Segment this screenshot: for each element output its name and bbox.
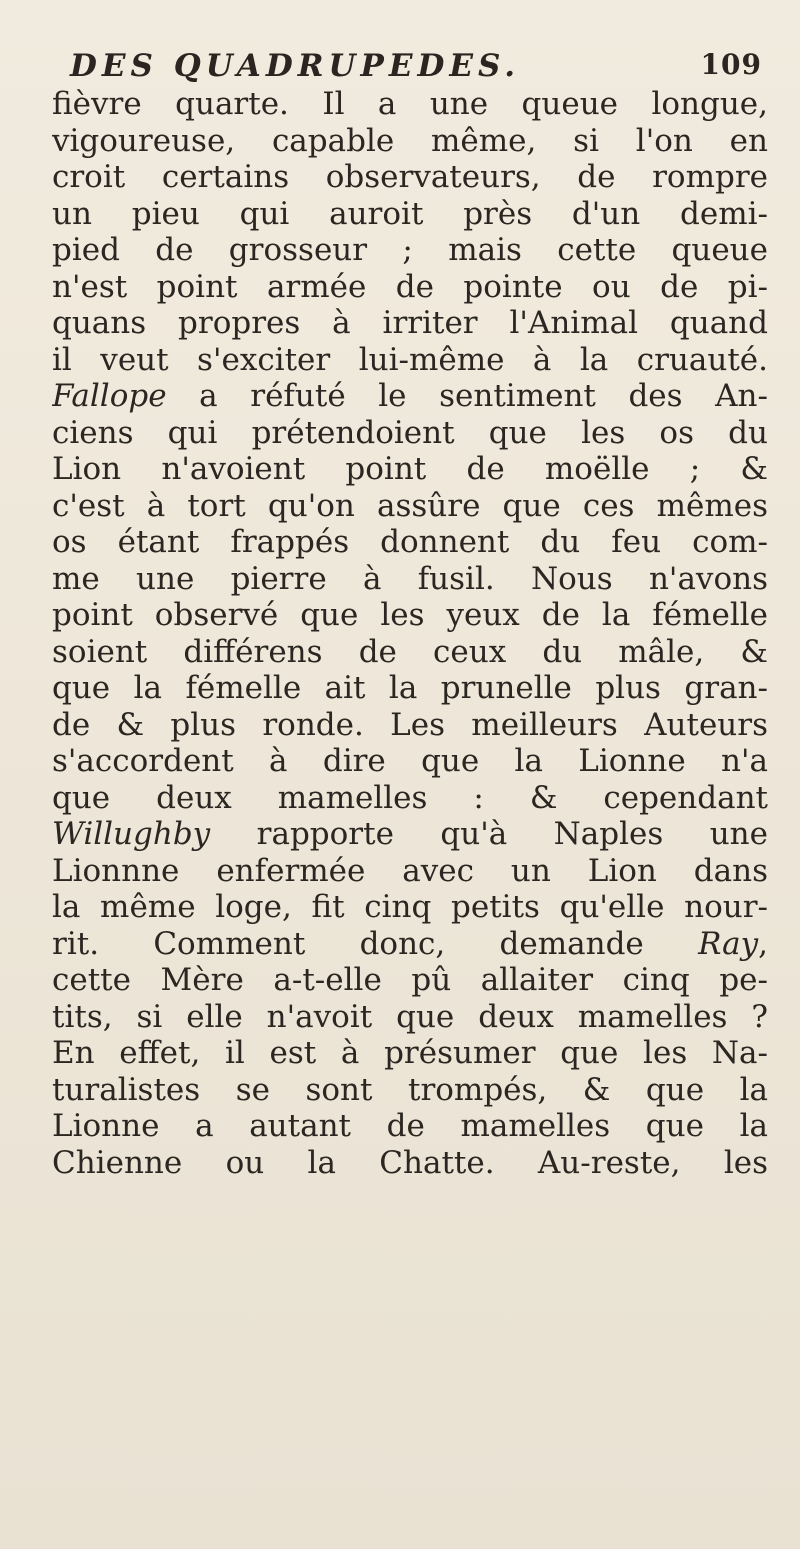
text-line bbox=[52, 707, 768, 744]
text-line bbox=[52, 1108, 768, 1145]
text-run: croit certains observateurs, de rompre bbox=[52, 159, 768, 195]
text-run: me une pierre à fusil. Nous n'avons bbox=[52, 560, 768, 597]
text-line bbox=[52, 816, 768, 853]
text-run: Chienne ou la Chatte. Au-reste, les bbox=[52, 1144, 768, 1181]
text-line bbox=[52, 524, 768, 561]
text-run: turalistes se sont trompés, & que la bbox=[52, 1071, 768, 1108]
text-run: un pieu qui auroit près d'un demi- bbox=[52, 195, 768, 232]
text-line bbox=[52, 780, 768, 817]
text-run: rit. Comment donc, demande bbox=[52, 925, 699, 962]
text-run: , bbox=[758, 925, 768, 962]
text-line bbox=[52, 597, 768, 634]
text-line bbox=[52, 1145, 768, 1182]
page-number: 109 bbox=[700, 48, 762, 81]
text-run: Lionne a autant de mamelles que la bbox=[52, 1108, 768, 1144]
text-run: quans propres à irriter l'Animal quand bbox=[52, 305, 768, 341]
text-line bbox=[52, 488, 768, 525]
text-run: cette Mère a-t-elle pû allaiter cinq pe- bbox=[52, 962, 768, 998]
text-run: c'est à tort qu'on assûre que ces mêmes bbox=[52, 487, 768, 524]
text-line bbox=[52, 269, 768, 306]
text-line bbox=[52, 634, 768, 671]
text-line bbox=[52, 670, 768, 707]
text-run: n'est point armée de pointe ou de pi- bbox=[52, 268, 768, 305]
text-line bbox=[52, 853, 768, 890]
text-line bbox=[52, 86, 768, 123]
text-run: s'accordent à dire que la Lionne n'a bbox=[52, 743, 768, 779]
text-line bbox=[52, 926, 768, 963]
text-run: fièvre quarte. Il a une queue longue, bbox=[52, 86, 768, 122]
text-run: la même loge, fit cinq petits qu'elle nour- bbox=[52, 889, 768, 925]
italic-name: Fallope bbox=[52, 378, 167, 414]
text-line bbox=[52, 451, 768, 488]
text-run: os étant frappés donnent du feu com- bbox=[52, 524, 768, 560]
text-run: de & plus ronde. Les meilleurs Auteurs bbox=[52, 706, 768, 743]
text-run: pied de grosseur ; mais cette queue bbox=[52, 232, 768, 268]
text-run: ciens qui prétendoient que les os du bbox=[52, 414, 768, 451]
text-line bbox=[52, 196, 768, 233]
text-run: tits, si elle n'avoit que deux mamelles ? bbox=[52, 998, 768, 1035]
italic-name: Ray bbox=[698, 925, 759, 962]
text-run: Lion n'avoient point de moëlle ; & bbox=[52, 451, 768, 487]
text-run: que la fémelle ait la prunelle plus gran- bbox=[52, 670, 768, 706]
text-line bbox=[52, 415, 768, 452]
text-run: que deux mamelles : & cependant bbox=[52, 779, 768, 816]
text-line bbox=[52, 561, 768, 598]
text-run: En effet, il est à présumer que les Na- bbox=[52, 1035, 768, 1071]
text-line bbox=[52, 159, 768, 196]
text-line bbox=[52, 232, 768, 269]
text-line bbox=[52, 305, 768, 342]
text-line bbox=[52, 1035, 768, 1072]
text-line bbox=[52, 962, 768, 999]
text-line bbox=[52, 378, 768, 415]
text-run: point observé que les yeux de la fémelle bbox=[52, 597, 768, 633]
text-run: Lionnne enfermée avec un Lion dans bbox=[52, 852, 768, 889]
text-run: vigoureuse, capable même, si l'on en bbox=[52, 122, 768, 159]
text-line bbox=[52, 999, 768, 1036]
text-run: a réfuté le sentiment des An- bbox=[166, 378, 768, 414]
text-line bbox=[52, 743, 768, 780]
text-run: rapporte qu'à Naples une bbox=[210, 816, 768, 852]
text-run: soient différens de ceux du mâle, & bbox=[52, 633, 768, 670]
text-run: il veut s'exciter lui-même à la cruauté. bbox=[52, 341, 768, 378]
text-line bbox=[52, 123, 768, 160]
body-text bbox=[52, 86, 768, 1181]
text-line bbox=[52, 889, 768, 926]
running-title: DES QUADRUPEDES. bbox=[70, 48, 521, 84]
text-line bbox=[52, 1072, 768, 1109]
italic-name: Willughby bbox=[52, 816, 211, 852]
text-line bbox=[52, 342, 768, 379]
